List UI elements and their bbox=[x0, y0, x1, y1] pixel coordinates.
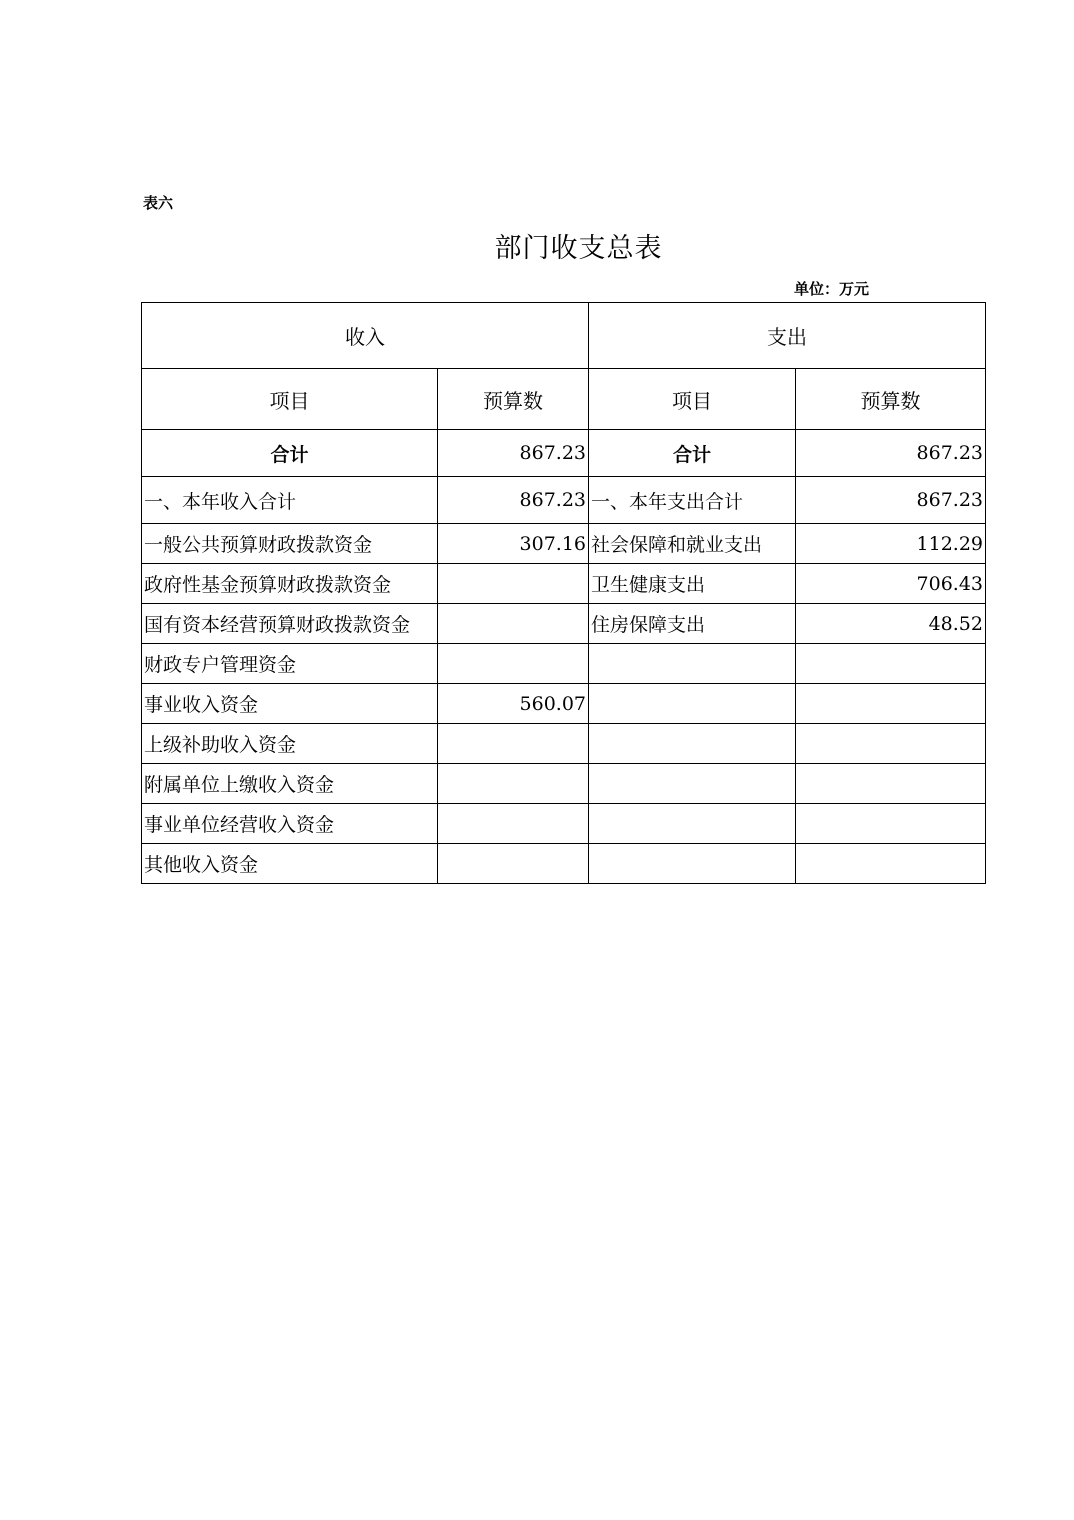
expense-subtotal-value: 867.23 bbox=[796, 477, 986, 524]
income-item: 政府性基金预算财政拨款资金 bbox=[142, 564, 438, 604]
table-row bbox=[142, 844, 986, 884]
income-item: 财政专户管理资金 bbox=[142, 644, 438, 684]
income-item-header: 项目 bbox=[142, 369, 438, 430]
income-value bbox=[438, 724, 589, 764]
expense-item bbox=[589, 724, 796, 764]
income-item: 其他收入资金 bbox=[142, 844, 438, 884]
income-total-value: 867.23 bbox=[438, 430, 589, 477]
table-row bbox=[142, 804, 986, 844]
table-row bbox=[142, 604, 986, 644]
expense-subtotal-label: 一、本年支出合计 bbox=[589, 477, 796, 524]
subtotal-row bbox=[142, 477, 986, 524]
expense-value bbox=[796, 724, 986, 764]
budget-summary-table bbox=[141, 302, 986, 884]
income-value bbox=[438, 804, 589, 844]
expense-item bbox=[589, 804, 796, 844]
table-row bbox=[142, 764, 986, 804]
income-value bbox=[438, 644, 589, 684]
section-header-row bbox=[142, 303, 986, 369]
total-row bbox=[142, 430, 986, 477]
income-value: 560.07 bbox=[438, 684, 589, 724]
income-item: 国有资本经营预算财政拨款资金 bbox=[142, 604, 438, 644]
table-number-label: 表六 bbox=[143, 194, 174, 212]
income-value bbox=[438, 604, 589, 644]
table-row bbox=[142, 724, 986, 764]
income-value: 307.16 bbox=[438, 524, 589, 564]
expense-value bbox=[796, 764, 986, 804]
expense-item: 住房保障支出 bbox=[589, 604, 796, 644]
table-row bbox=[142, 684, 986, 724]
table-row bbox=[142, 524, 986, 564]
expense-total-label: 合计 bbox=[589, 430, 796, 477]
column-header-row bbox=[142, 369, 986, 430]
expense-item: 社会保障和就业支出 bbox=[589, 524, 796, 564]
income-value bbox=[438, 564, 589, 604]
income-value bbox=[438, 844, 589, 884]
expense-item: 卫生健康支出 bbox=[589, 564, 796, 604]
page-title: 部门收支总表 bbox=[494, 233, 663, 264]
expense-budget-header: 预算数 bbox=[796, 369, 986, 430]
income-item: 事业收入资金 bbox=[142, 684, 438, 724]
income-item: 一般公共预算财政拨款资金 bbox=[142, 524, 438, 564]
table-row bbox=[142, 644, 986, 684]
expense-value bbox=[796, 804, 986, 844]
expense-value: 48.52 bbox=[796, 604, 986, 644]
expense-item-header: 项目 bbox=[589, 369, 796, 430]
expense-value bbox=[796, 644, 986, 684]
unit-label: 单位：万元 bbox=[794, 280, 870, 298]
income-subtotal-value: 867.23 bbox=[438, 477, 589, 524]
expense-value bbox=[796, 844, 986, 884]
expense-total-value: 867.23 bbox=[796, 430, 986, 477]
income-item: 上级补助收入资金 bbox=[142, 724, 438, 764]
expense-value: 706.43 bbox=[796, 564, 986, 604]
expense-item bbox=[589, 644, 796, 684]
expense-value: 112.29 bbox=[796, 524, 986, 564]
income-total-label: 合计 bbox=[142, 430, 438, 477]
income-item: 附属单位上缴收入资金 bbox=[142, 764, 438, 804]
expenditure-section-header: 支出 bbox=[589, 303, 986, 369]
income-budget-header: 预算数 bbox=[438, 369, 589, 430]
expense-item bbox=[589, 844, 796, 884]
income-subtotal-label: 一、本年收入合计 bbox=[142, 477, 438, 524]
income-section-header: 收入 bbox=[142, 303, 589, 369]
expense-value bbox=[796, 684, 986, 724]
expense-item bbox=[589, 684, 796, 724]
income-value bbox=[438, 764, 589, 804]
expense-item bbox=[589, 764, 796, 804]
income-item: 事业单位经营收入资金 bbox=[142, 804, 438, 844]
table-row bbox=[142, 564, 986, 604]
